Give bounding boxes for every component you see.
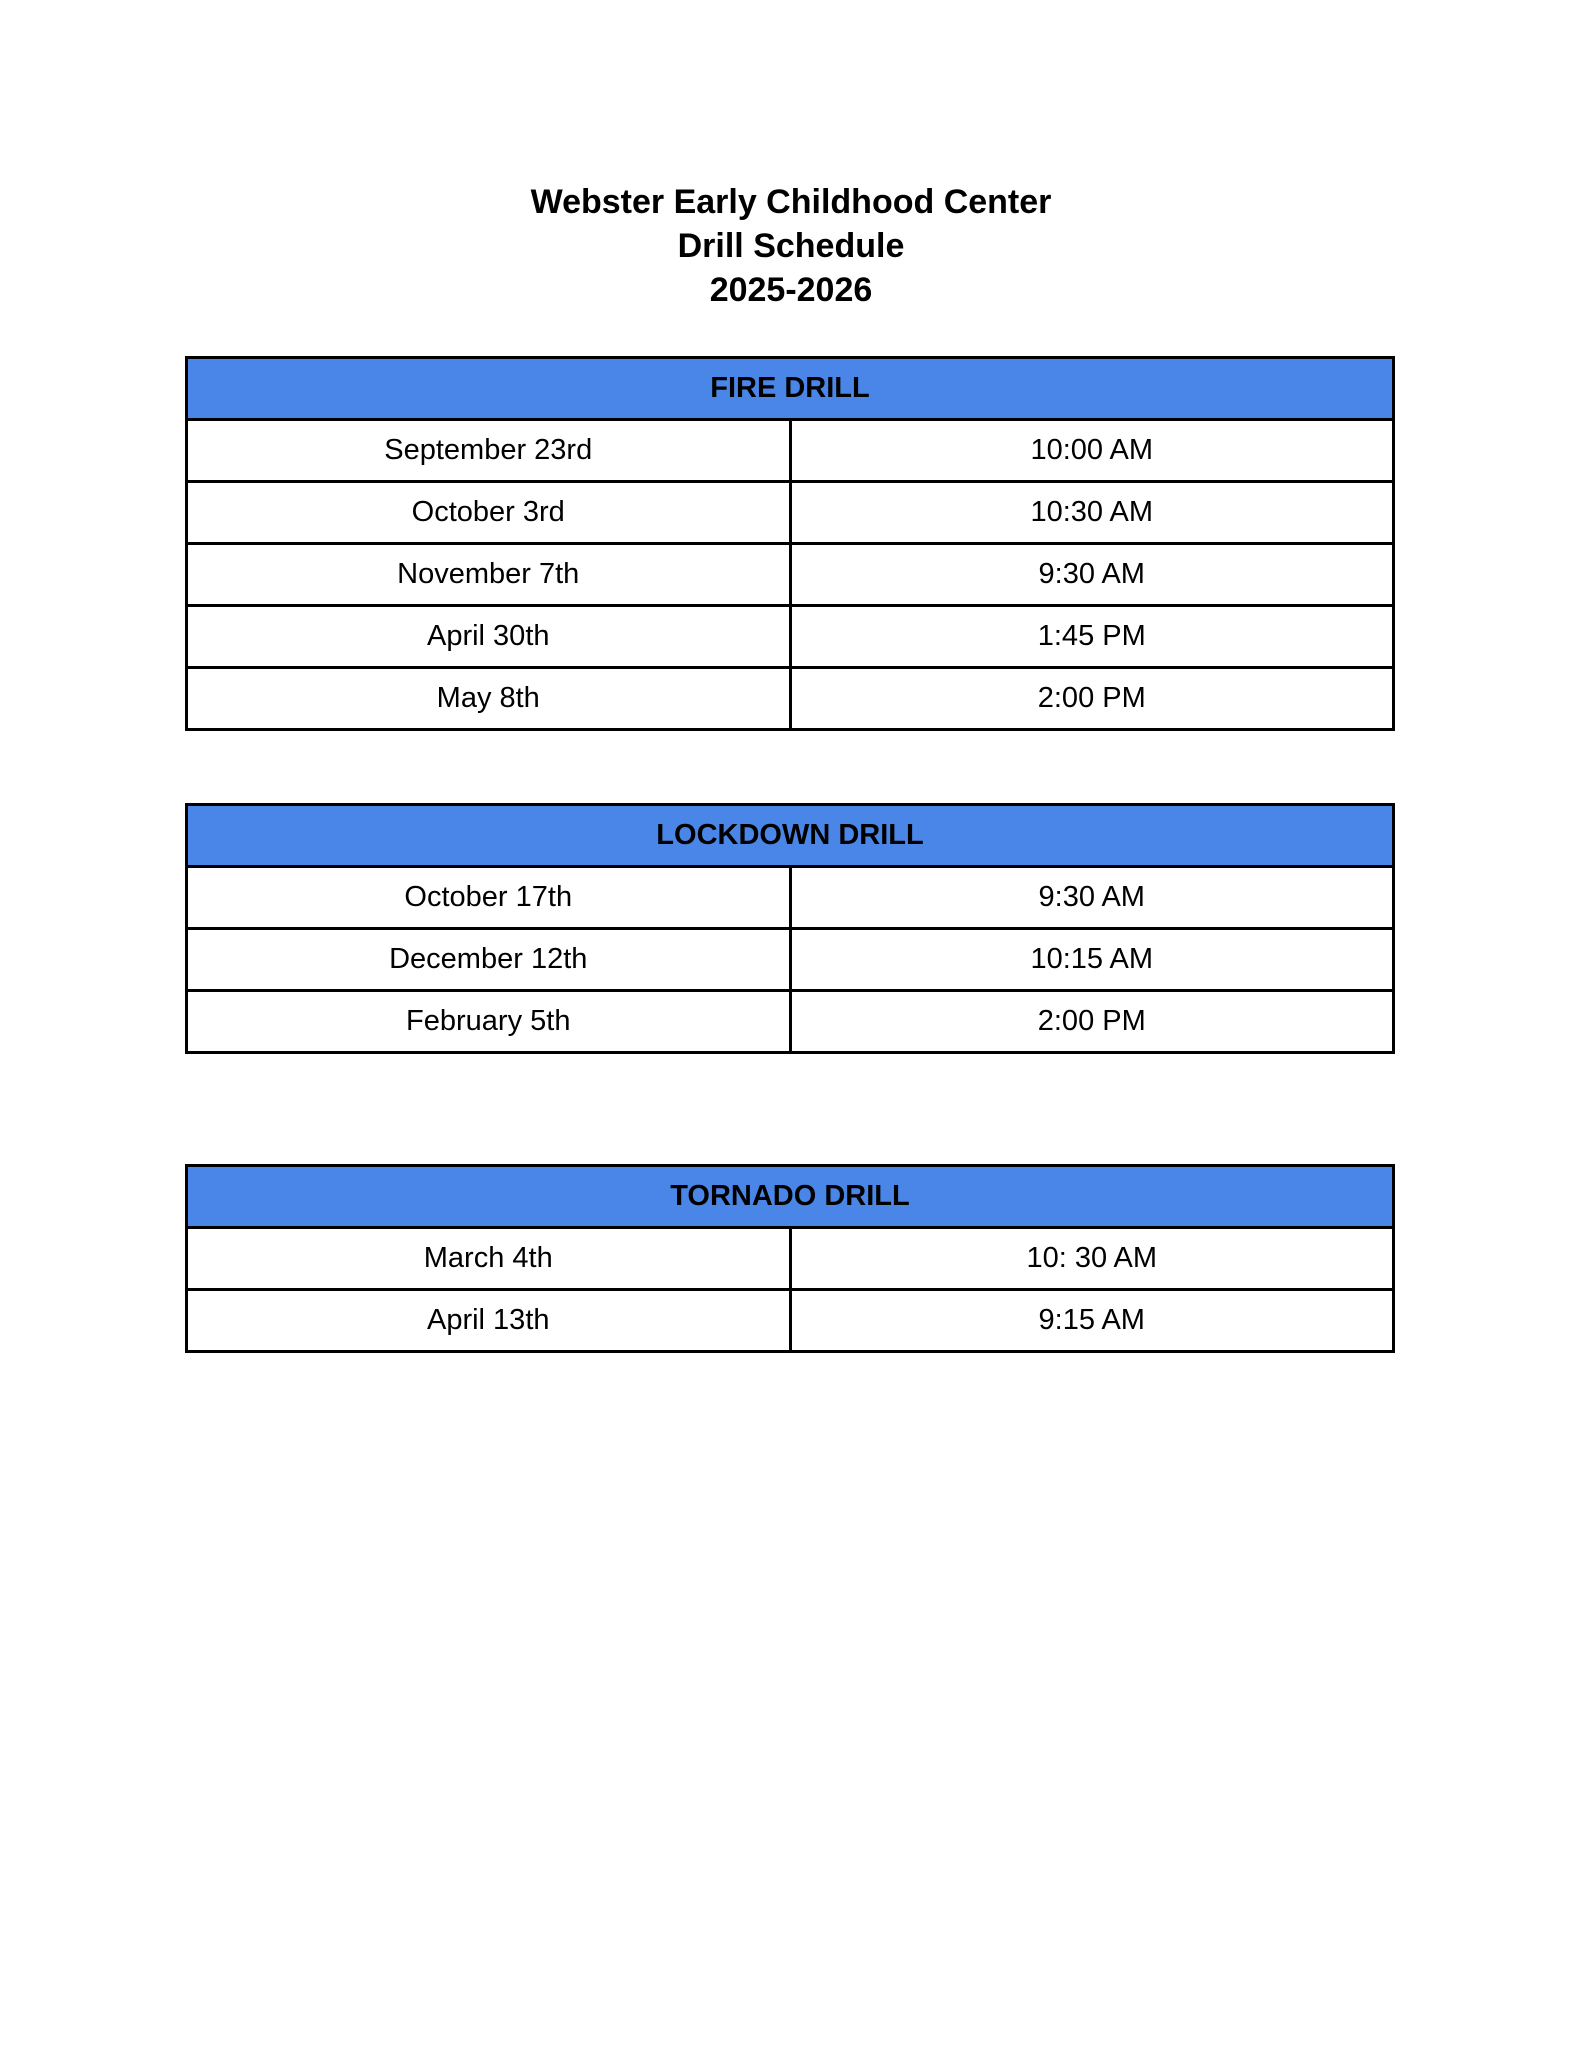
drill-time: 10:30 AM <box>790 482 1394 544</box>
table-row <box>187 420 1394 482</box>
lockdown-drill-heading: LOCKDOWN DRILL <box>187 805 1394 867</box>
fire-drill-heading: FIRE DRILL <box>187 358 1394 420</box>
table-row <box>187 606 1394 668</box>
table-row <box>187 668 1394 730</box>
drill-date: September 23rd <box>187 420 791 482</box>
table-row <box>187 991 1394 1053</box>
drill-date: May 8th <box>187 668 791 730</box>
table-row <box>187 867 1394 929</box>
table-row <box>187 1290 1394 1352</box>
drill-time: 9:30 AM <box>790 544 1394 606</box>
table-row <box>187 929 1394 991</box>
school-year: 2025-2026 <box>709 271 873 309</box>
drill-date: April 30th <box>187 606 791 668</box>
school-name: Webster Early Childhood Center <box>530 183 1052 221</box>
lockdown-drill-table <box>185 803 1395 1054</box>
table-header-row <box>187 358 1394 420</box>
table-header-row <box>187 805 1394 867</box>
drill-date: March 4th <box>187 1228 791 1290</box>
document-title <box>0 180 1582 312</box>
drill-date: October 3rd <box>187 482 791 544</box>
drill-date: February 5th <box>187 991 791 1053</box>
table-row <box>187 544 1394 606</box>
table-header-row <box>187 1166 1394 1228</box>
tornado-drill-table <box>185 1164 1395 1353</box>
schedule-subtitle: Drill Schedule <box>677 227 905 265</box>
drill-time: 9:15 AM <box>790 1290 1394 1352</box>
drill-time: 1:45 PM <box>790 606 1394 668</box>
drill-date: October 17th <box>187 867 791 929</box>
tornado-drill-heading: TORNADO DRILL <box>187 1166 1394 1228</box>
drill-date: November 7th <box>187 544 791 606</box>
drill-time: 2:00 PM <box>790 991 1394 1053</box>
drill-time: 2:00 PM <box>790 668 1394 730</box>
drill-time: 10: 30 AM <box>790 1228 1394 1290</box>
fire-drill-table <box>185 356 1395 731</box>
table-row <box>187 482 1394 544</box>
drill-time: 10:00 AM <box>790 420 1394 482</box>
drill-date: December 12th <box>187 929 791 991</box>
table-row <box>187 1228 1394 1290</box>
drill-time: 9:30 AM <box>790 867 1394 929</box>
drill-time: 10:15 AM <box>790 929 1394 991</box>
drill-date: April 13th <box>187 1290 791 1352</box>
